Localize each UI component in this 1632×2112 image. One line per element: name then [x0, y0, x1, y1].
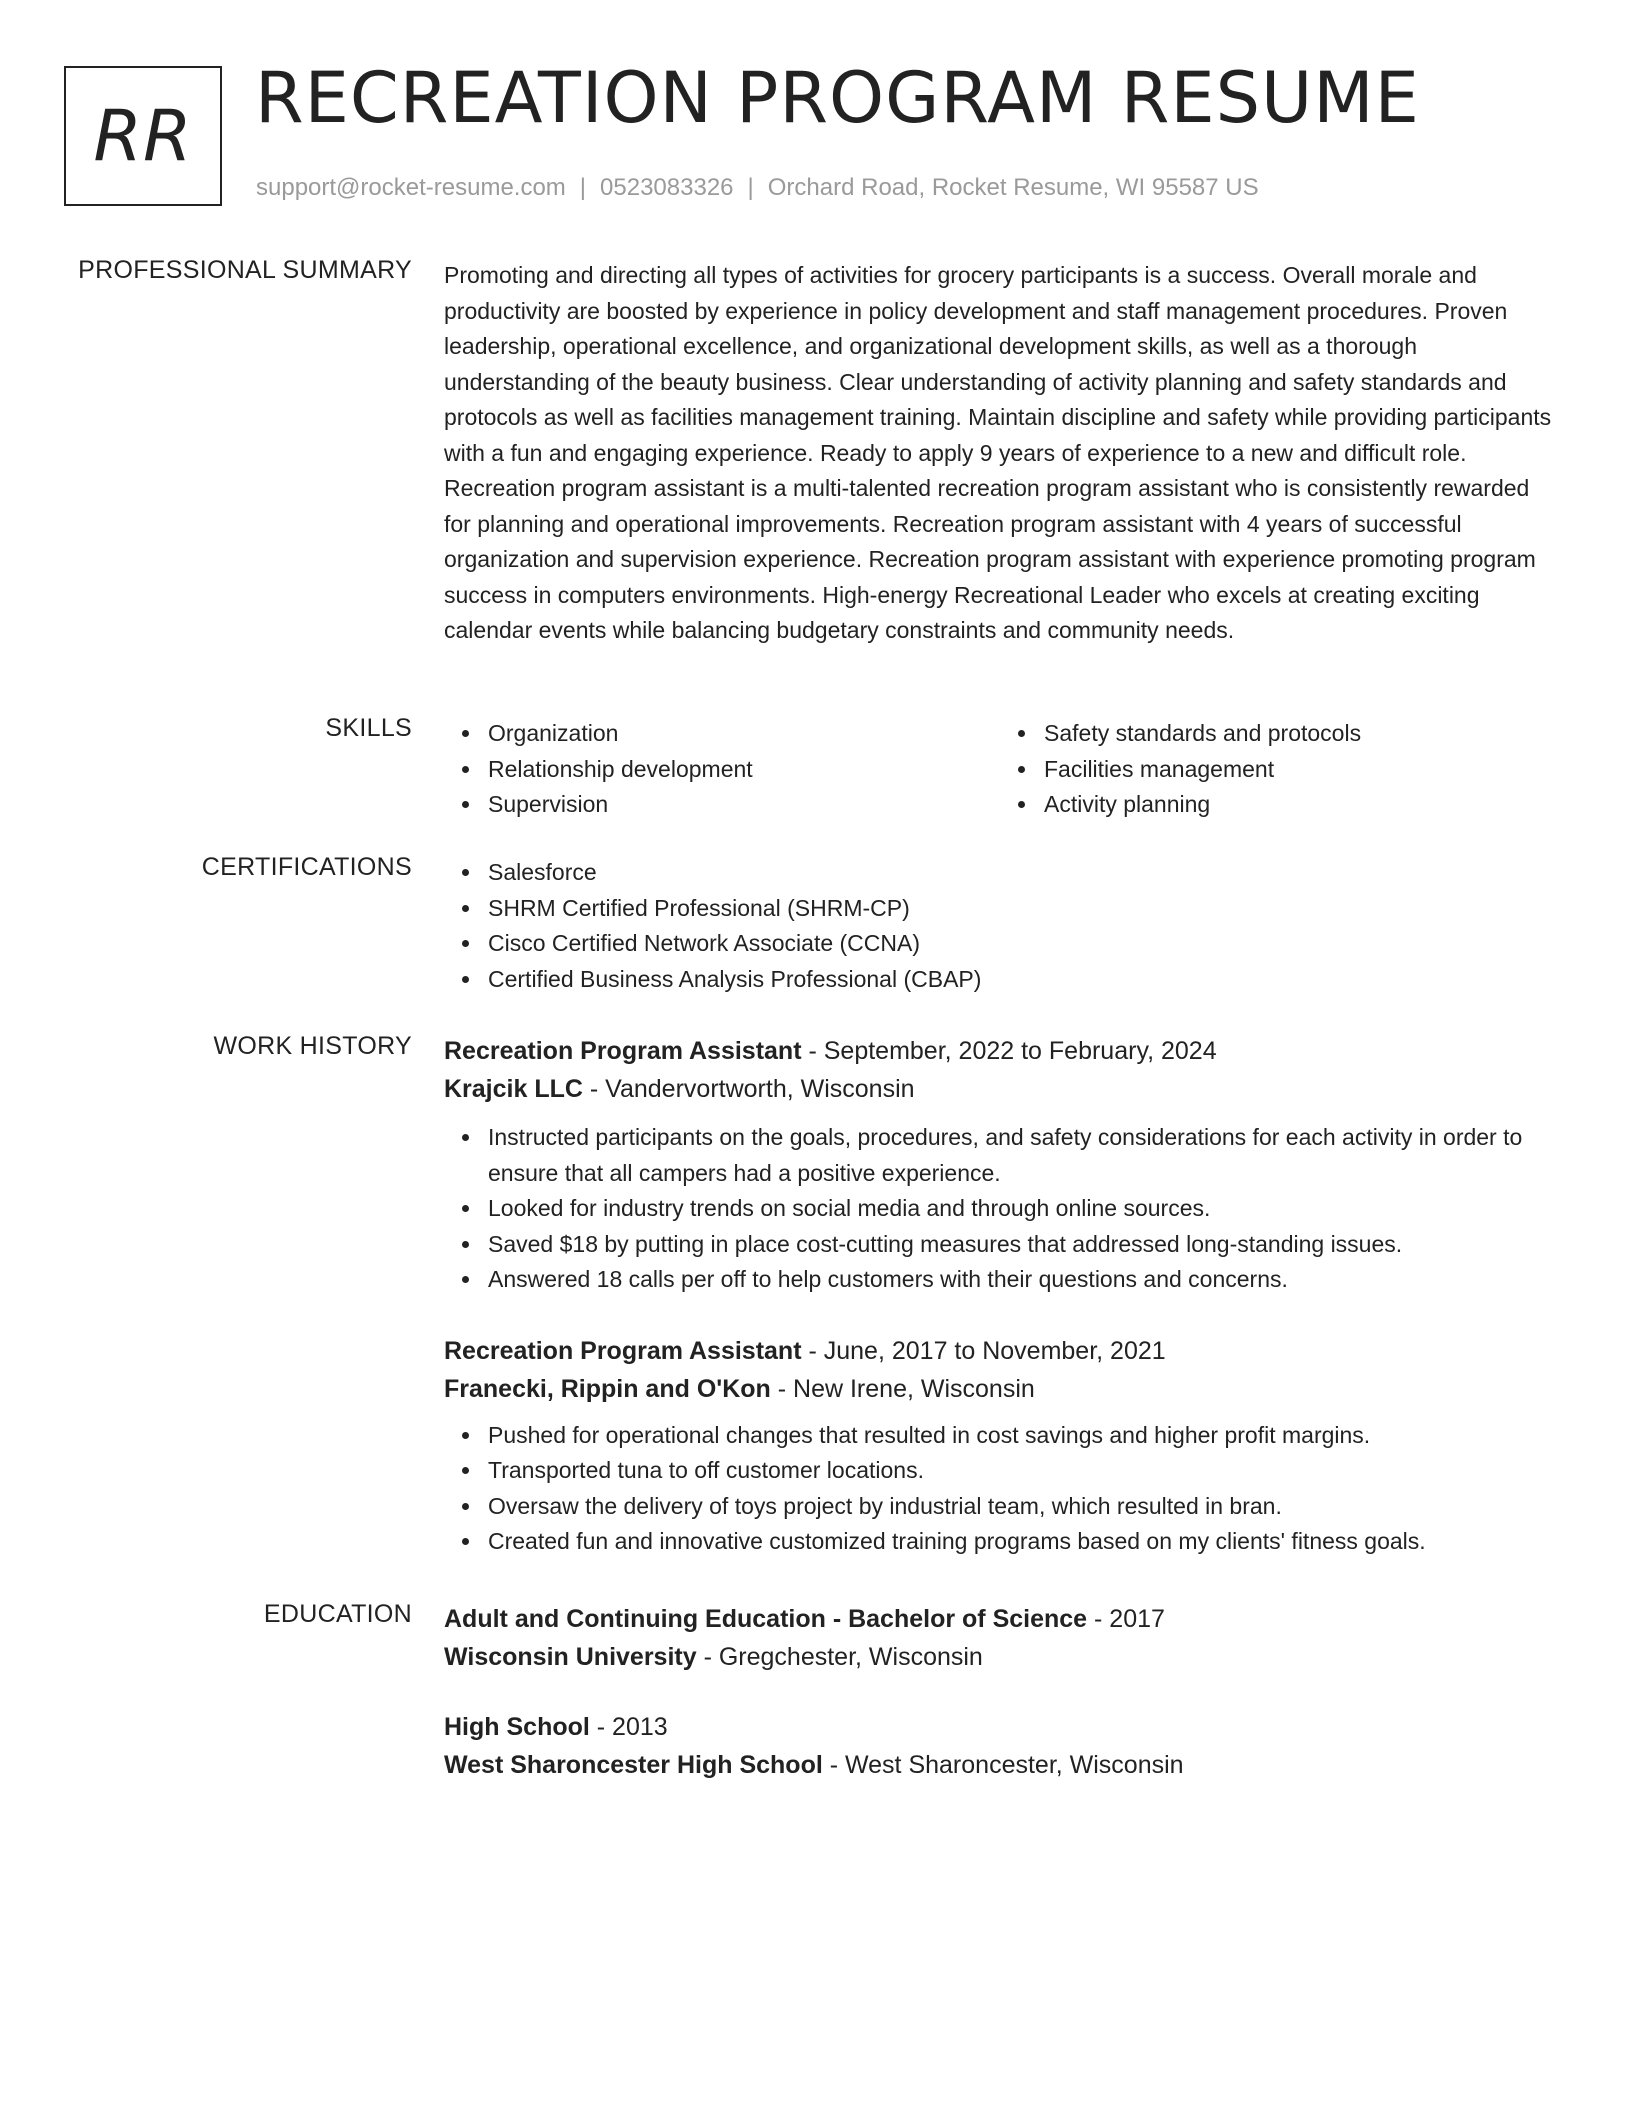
skill-item: Safety standards and protocols	[1044, 716, 1556, 752]
job-title-line	[444, 1332, 1556, 1370]
education-degree-line	[444, 1708, 1556, 1746]
job-duty-item: Transported tuna to off customer locations.	[488, 1453, 1556, 1489]
job-dates: - June, 2017 to November, 2021	[801, 1336, 1166, 1365]
certification-item: Cisco Certified Network Associate (CCNA)	[488, 926, 1556, 962]
education-degree-line	[444, 1600, 1556, 1638]
education-school: Wisconsin University	[444, 1643, 697, 1671]
job-title: Recreation Program Assistant	[444, 1336, 802, 1365]
education-degree: Adult and Continuing Education - Bachelor of Science	[444, 1605, 1088, 1633]
job-location: - Vandervortworth, Wisconsin	[582, 1075, 915, 1103]
education-school-line	[444, 1746, 1556, 1784]
contact-line	[256, 174, 1259, 202]
job-duty-item: Created fun and innovative customized training programs based on my clients' fitness goals.	[488, 1524, 1556, 1560]
job-title: Recreation Program Assistant	[444, 1037, 802, 1065]
job-dates: - September, 2022 to February, 2024	[801, 1037, 1217, 1065]
job-entry	[444, 1332, 1556, 1560]
job-company-line	[444, 1070, 1556, 1108]
education-location: - Gregchester, Wisconsin	[696, 1643, 983, 1671]
job-company: Krajcik LLC	[444, 1075, 583, 1103]
education-school: West Sharoncester High School	[444, 1751, 823, 1779]
job-company-line	[444, 1370, 1556, 1408]
education-entry	[444, 1708, 1556, 1784]
job-duties-list	[444, 1120, 1556, 1298]
skills-list-left	[444, 716, 1000, 823]
certifications-list	[444, 855, 1556, 997]
contact-phone[interactable]: 0523083326	[600, 174, 734, 201]
contact-email[interactable]: support@rocket-resume.com	[256, 174, 566, 201]
job-title-line	[444, 1032, 1556, 1070]
certifications-heading: CERTIFICATIONS	[201, 853, 412, 881]
job-duty-item: Pushed for operational changes that resulted in cost savings and higher profit margins.	[488, 1418, 1556, 1454]
job-duty-item: Looked for industry trends on social media and through online sources.	[488, 1191, 1556, 1227]
resume-title: RECREATION PROGRAM RESUME	[255, 57, 1420, 139]
skill-item: Facilities management	[1044, 752, 1556, 788]
contact-separator: |	[579, 174, 587, 201]
work-history-heading: WORK HISTORY	[213, 1032, 412, 1060]
job-location: - New Irene, Wisconsin	[770, 1374, 1035, 1403]
skill-item: Activity planning	[1044, 787, 1556, 823]
certification-item: SHRM Certified Professional (SHRM-CP)	[488, 891, 1556, 927]
education-year: - 2017	[1087, 1605, 1165, 1633]
job-duty-item: Oversaw the delivery of toys project by industrial team, which resulted in bran.	[488, 1489, 1556, 1525]
monogram-initials: RR	[93, 95, 193, 177]
education-school-line	[444, 1638, 1556, 1676]
job-duty-item: Instructed participants on the goals, procedures, and safety considerations for each activity in order to ensure that all campers had a positive experience.	[488, 1120, 1556, 1191]
summary-heading: PROFESSIONAL SUMMARY	[78, 256, 412, 284]
monogram-box	[64, 66, 222, 206]
job-company: Franecki, Rippin and O'Kon	[444, 1374, 771, 1403]
skill-item: Relationship development	[488, 752, 1000, 788]
skill-item: Organization	[488, 716, 1000, 752]
contact-address: Orchard Road, Rocket Resume, WI 95587 US	[767, 174, 1259, 201]
education-location: - West Sharoncester, Wisconsin	[822, 1751, 1184, 1779]
job-duty-item: Answered 18 calls per off to help customers with their questions and concerns.	[488, 1262, 1556, 1298]
contact-separator: |	[747, 174, 754, 201]
job-duties-list	[444, 1418, 1556, 1560]
education-degree: High School	[444, 1713, 590, 1741]
education-year: - 2013	[589, 1713, 668, 1741]
job-duty-item: Saved $18 by putting in place cost-cutting measures that addressed long-standing issues.	[488, 1227, 1556, 1263]
education-entry	[444, 1600, 1556, 1676]
education-heading: EDUCATION	[263, 1600, 412, 1628]
skills-list-right	[1000, 716, 1556, 823]
certification-item: Salesforce	[488, 855, 1556, 891]
skill-item: Supervision	[488, 787, 1000, 823]
skills-heading: SKILLS	[325, 714, 412, 742]
summary-text: Promoting and directing all types of activities for grocery participants is a success. Overall morale and productivity are boosted by experience in policy development and staff management procedures. Proven leadership, operational excellence, and organizational development skills, as well as a thorough understanding of the beauty business. Clear understanding of activity planning and safety standards and protocols as well as facilities management training. Maintain discipline and safety while providing participants with a fun and engaging experience. Ready to apply 9 years of experience to a new and difficult role. Recreation program assistant is a multi-talented recreation program assistant who is consistently rewarded for planning and operational improvements. Recreation program assistant with 4 years of successful organization and supervision experience. Recreation program assistant with experience promoting program success in computers environments. High-energy Recreational Leader who excels at creating exciting calendar events while balancing budgetary constraints and community needs.	[444, 262, 1552, 643]
certification-item: Certified Business Analysis Professional (CBAP)	[488, 962, 1556, 998]
job-entry	[444, 1032, 1556, 1298]
